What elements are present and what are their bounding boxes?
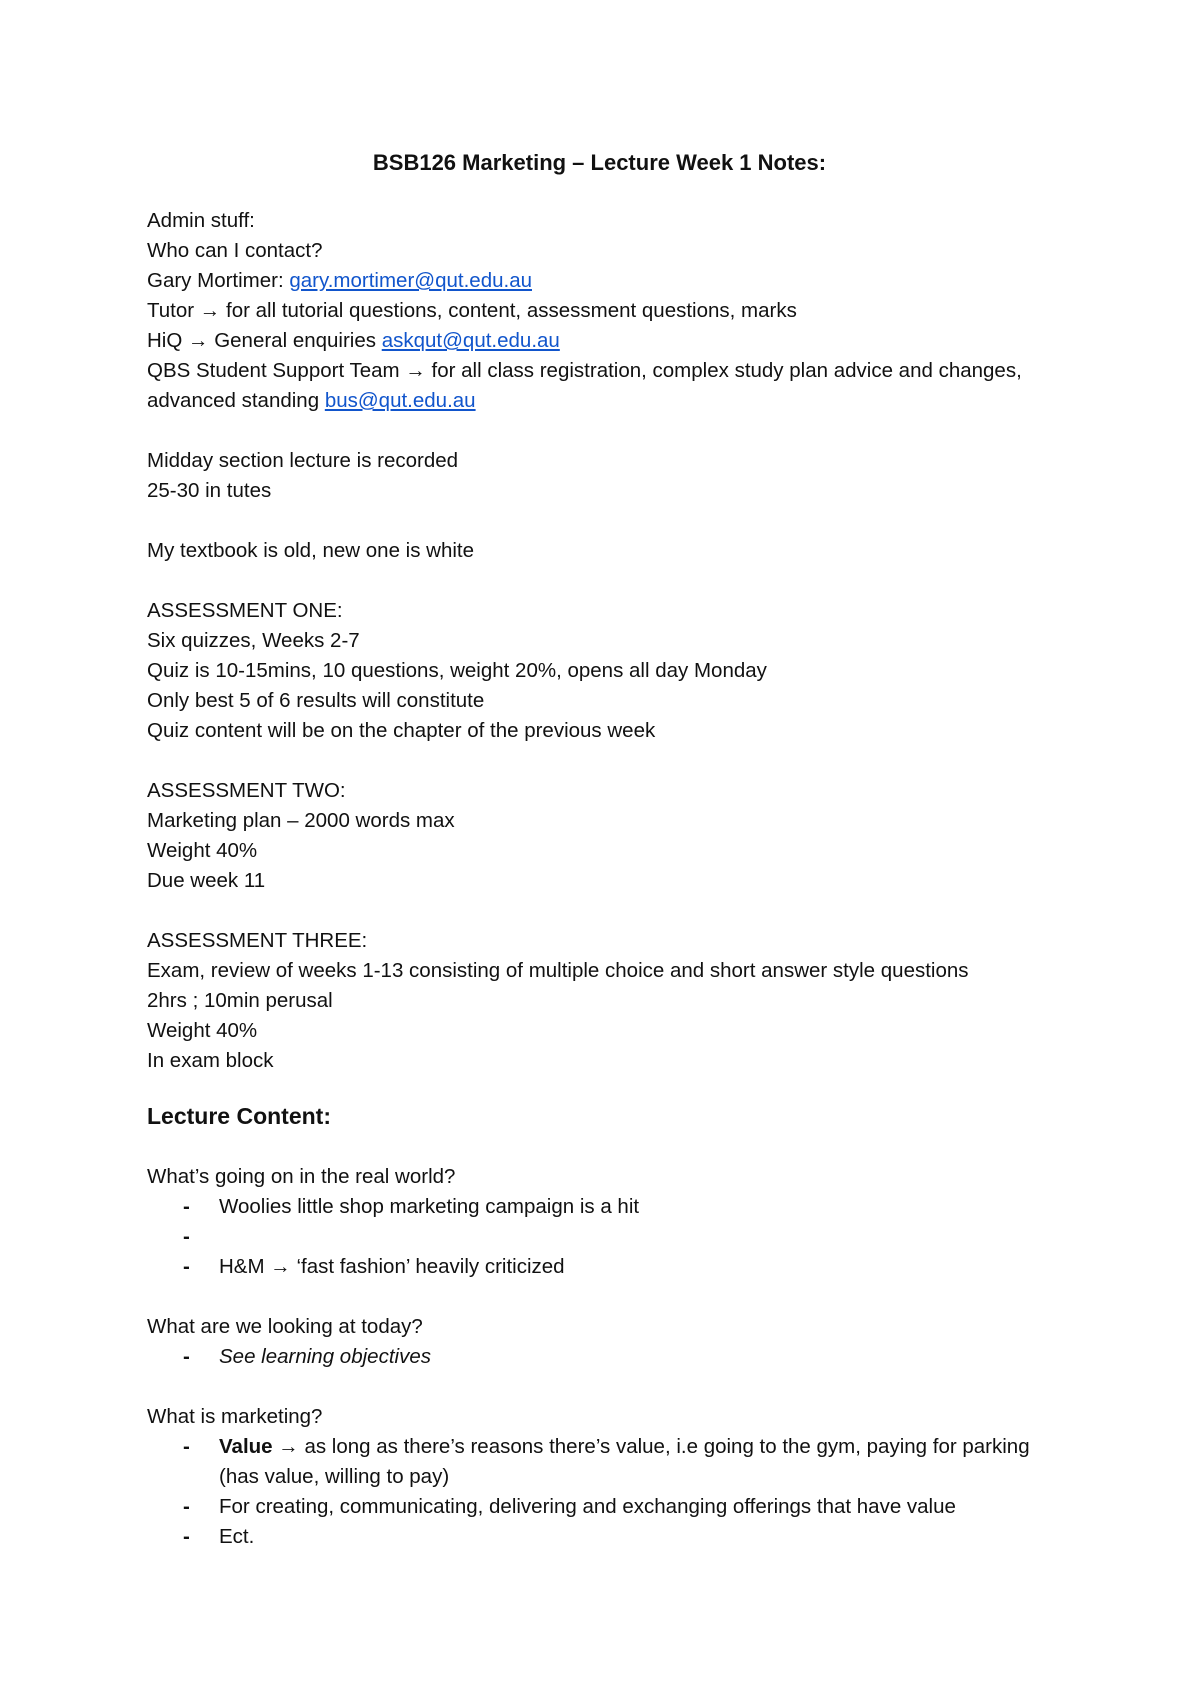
list-item — [183, 1192, 1100, 1222]
dash-bullet: - — [183, 1495, 190, 1518]
list-item-text: H&M — [219, 1255, 271, 1278]
list-item — [183, 1222, 1100, 1252]
arrow-icon: → — [199, 299, 221, 322]
assessment-one-line: Only best 5 of 6 results will constitute — [147, 689, 485, 712]
list-item-text: Ect. — [219, 1525, 255, 1548]
assessment-three-line: In exam block — [147, 1049, 274, 1072]
admin-heading: Admin stuff: — [147, 209, 255, 232]
tutor-label: Tutor — [147, 299, 200, 322]
dash-bullet: - — [183, 1435, 190, 1458]
assessment-three-line: 2hrs ; 10min perusal — [147, 989, 333, 1012]
arrow-icon: → — [278, 1435, 299, 1458]
list-item-text: Woolies little shop marketing campaign is a hit — [219, 1195, 640, 1218]
list-item-text: See learning objectives — [219, 1345, 431, 1368]
gary-label: Gary Mortimer: — [147, 269, 290, 292]
qbs-label: QBS Student Support Team — [147, 359, 406, 382]
real-world-list — [147, 1192, 1100, 1282]
dash-bullet: - — [183, 1255, 190, 1278]
marketing-question: What is marketing? — [147, 1405, 323, 1428]
contact-question: Who can I contact? — [147, 239, 323, 262]
list-item-text: as long as there’s reasons there’s value, i.e going to the gym, paying for parking (has value, willing to pay) — [219, 1435, 1030, 1488]
textbook-note: My textbook is old, new one is white — [147, 539, 475, 562]
today-question: What are we looking at today? — [147, 1315, 423, 1338]
dash-bullet: - — [183, 1345, 190, 1368]
bus-email-link[interactable]: bus@qut.edu.au — [324, 389, 476, 412]
recorded-note: Midday section lecture is recorded — [147, 449, 459, 472]
document-title: BSB126 Marketing – Lecture Week 1 Notes: — [372, 150, 827, 175]
tutes-note: 25-30 in tutes — [147, 479, 272, 502]
today-list — [147, 1342, 1100, 1372]
assessment-one-line: Quiz content will be on the chapter of the previous week — [147, 719, 656, 742]
hiq-line — [147, 326, 1100, 356]
assessment-one-heading: ASSESSMENT ONE: — [147, 599, 343, 622]
list-item-text: For creating, communicating, delivering and exchanging offerings that have value — [219, 1495, 956, 1518]
assessment-two-line: Weight 40% — [147, 839, 258, 862]
qbs-text: for all class registration, complex study plan advice and changes, advanced standing — [147, 359, 1022, 412]
assessment-one-line: Quiz is 10-15mins, 10 questions, weight 20%, opens all day Monday — [147, 659, 767, 682]
assessment-one-line: Six quizzes, Weeks 2-7 — [147, 629, 360, 652]
dash-bullet: - — [183, 1195, 190, 1218]
marketing-list — [147, 1432, 1039, 1552]
list-item — [183, 1522, 1039, 1552]
qbs-line — [147, 356, 1027, 416]
assessment-three-line: Weight 40% — [147, 1019, 258, 1042]
dash-bullet: - — [183, 1525, 190, 1548]
list-item — [183, 1252, 1100, 1282]
list-item — [183, 1342, 1100, 1372]
gary-contact-line — [147, 266, 1100, 296]
list-item — [183, 1492, 1039, 1522]
arrow-icon: → — [270, 1255, 291, 1278]
assessment-two-heading: ASSESSMENT TWO: — [147, 779, 346, 802]
askqut-email-link[interactable]: askqut@qut.edu.au — [381, 329, 560, 352]
assessment-three-heading: ASSESSMENT THREE: — [147, 929, 368, 952]
assessment-two-line: Due week 11 — [147, 869, 266, 892]
lecture-content-heading: Lecture Content: — [147, 1103, 331, 1129]
hiq-text: General enquiries — [208, 329, 382, 352]
list-item-text: ‘fast fashion’ heavily criticized — [290, 1255, 565, 1278]
value-label: Value — [219, 1435, 279, 1458]
real-world-question: What’s going on in the real world? — [147, 1165, 456, 1188]
gary-email-link[interactable]: gary.mortimer@qut.edu.au — [289, 269, 532, 292]
list-item — [183, 1432, 1039, 1492]
dash-bullet: - — [183, 1225, 190, 1248]
tutor-line — [147, 296, 1100, 326]
arrow-icon: → — [188, 329, 209, 352]
hiq-label: HiQ — [147, 329, 188, 352]
arrow-icon: → — [405, 359, 426, 382]
tutor-text: for all tutorial questions, content, assessment questions, marks — [220, 299, 797, 322]
assessment-three-line: Exam, review of weeks 1-13 consisting of multiple choice and short answer style questions — [147, 959, 969, 982]
assessment-two-line: Marketing plan – 2000 words max — [147, 809, 455, 832]
